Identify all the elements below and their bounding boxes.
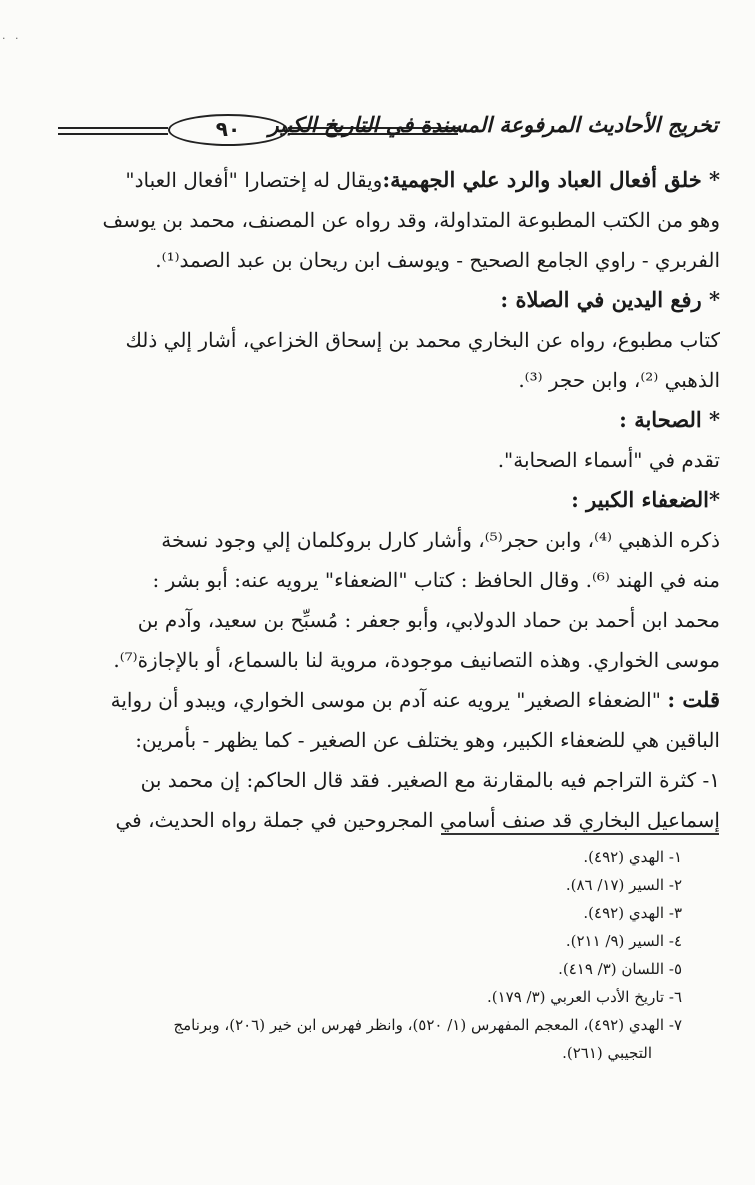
text-line: ذكره الذهبي ⁽⁴⁾، وابن حجر⁽⁵⁾، وأشار كارل بروكلمان إلي وجود نسخة bbox=[161, 528, 720, 552]
section-heading: * الصحابة : bbox=[619, 407, 720, 432]
running-title: تخريج الأحاديث المرفوعة المسندة في التاريخ الكبير bbox=[268, 112, 718, 137]
footnote: ١- الهدي (٤٩٢). bbox=[583, 848, 682, 866]
text-line: محمد ابن أحمد بن حماد الدولابي، وأبو جعفر : مُسبِّح بن سعيد، وآدم بن bbox=[137, 608, 720, 632]
text-line: كتاب مطبوع، رواه عن البخاري محمد بن إسحاق الخزاعي، أشار إلي ذلك bbox=[125, 328, 720, 352]
corner-marks: · · bbox=[2, 32, 22, 45]
text-line: الذهبي ⁽²⁾، وابن حجر ⁽³⁾. bbox=[518, 368, 720, 392]
footnote: ٦- تاريخ الأدب العربي (٣/ ١٧٩). bbox=[486, 988, 682, 1006]
text-line: وهو من الكتب المطبوعة المتداولة، وقد رواه عن المصنف، محمد بن يوسف bbox=[102, 208, 720, 232]
footnotes bbox=[72, 843, 682, 1067]
text-line: ١- كثرة التراجم فيه بالمقارنة مع الصغير. فقد قال الحاكم: إن محمد بن bbox=[140, 768, 720, 792]
text-line: إسماعيل البخاري قد صنف أسامي المجروحين في جملة رواه الحديث، في bbox=[115, 808, 720, 832]
header-rule bbox=[58, 133, 168, 135]
footnote-continuation: التجيبي (٢٦١). bbox=[562, 1044, 652, 1062]
footnote: ٤- السير (٩/ ٢١١). bbox=[565, 932, 682, 950]
footnote: ٧- الهدي (٤٩٢)، المعجم المفهرس (١/ ٥٢٠)، وانظر فهرس ابن خير (٢٠٦)، وبرنامج bbox=[173, 1016, 682, 1034]
page-number: ٩٠ bbox=[168, 114, 288, 146]
footnote: ٥- اللسان (٣/ ٤١٩). bbox=[558, 960, 682, 978]
footnote: ٢- السير (١٧/ ٨٦). bbox=[565, 876, 682, 894]
main-text bbox=[72, 160, 720, 840]
text-line: قلت : "الضعفاء الصغير" يرويه عنه آدم بن موسى الخواري، ويبدو أن رواية bbox=[110, 687, 720, 712]
text-line: الفربري - راوي الجامع الصحيح - ويوسف ابن ريحان بن عبد الصمد⁽¹⁾. bbox=[155, 248, 720, 272]
text-line: تقدم في "أسماء الصحابة". bbox=[497, 448, 720, 472]
text-line: موسى الخواري. وهذه التصانيف موجودة، مروية لنا بالسماع، أو بالإجازة⁽⁷⁾. bbox=[113, 648, 720, 672]
footnote: ٣- الهدي (٤٩٢). bbox=[583, 904, 682, 922]
running-header bbox=[58, 108, 718, 152]
section-heading: * رفع اليدين في الصلاة : bbox=[500, 287, 720, 312]
text-line: * خلق أفعال العباد والرد علي الجهمية:ويقال له إختصارا "أفعال العباد" bbox=[125, 167, 720, 192]
section-heading: *الضعفاء الكبير : bbox=[571, 487, 720, 512]
text-line: الباقين هي للضعفاء الكبير، وهو يختلف عن الصغير - كما يظهر - بأمرين: bbox=[135, 728, 720, 752]
footnote-separator bbox=[441, 833, 719, 835]
text-line: منه في الهند ⁽⁶⁾. وقال الحافظ : كتاب "الضعفاء" يرويه عنه: أبو بشر : bbox=[152, 568, 720, 592]
header-rule bbox=[58, 127, 168, 129]
